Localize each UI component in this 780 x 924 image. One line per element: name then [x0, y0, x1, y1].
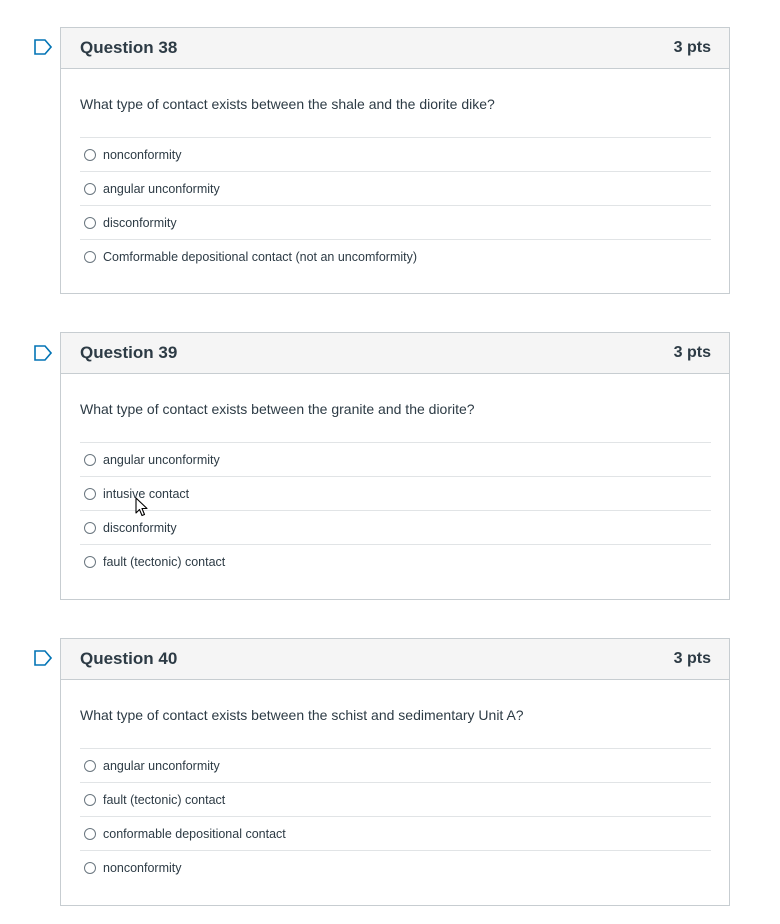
- answer-label: Comformable depositional contact (not an uncomformity): [103, 249, 418, 264]
- answer-label: fault (tectonic) contact: [103, 554, 226, 569]
- answer-label: angular unconformity: [103, 181, 220, 196]
- radio-button[interactable]: [84, 251, 96, 263]
- answer-option[interactable]: [80, 172, 711, 206]
- answer-option[interactable]: [80, 783, 711, 817]
- question-title: Question 38: [80, 38, 178, 57]
- answer-label: nonconformity: [103, 147, 182, 162]
- question-title: Question 40: [80, 649, 178, 668]
- radio-button[interactable]: [84, 794, 96, 806]
- radio-button[interactable]: [84, 760, 96, 772]
- question-title: Question 39: [80, 343, 178, 362]
- answer-label: disconformity: [103, 215, 177, 230]
- answer-option[interactable]: [80, 477, 711, 511]
- answer-option[interactable]: [80, 851, 711, 884]
- radio-button[interactable]: [84, 217, 96, 229]
- answer-label: intusive contact: [103, 486, 190, 501]
- radio-button[interactable]: [84, 556, 96, 568]
- question-body: [61, 69, 729, 285]
- flag-question-icon[interactable]: [34, 650, 52, 666]
- answer-option[interactable]: [80, 443, 711, 477]
- answer-list: [80, 137, 711, 273]
- answer-label: disconformity: [103, 520, 177, 535]
- answer-label: conformable depositional contact: [103, 826, 286, 841]
- answer-option[interactable]: [80, 240, 711, 273]
- answer-option[interactable]: [80, 817, 711, 851]
- radio-button[interactable]: [84, 488, 96, 500]
- answer-option[interactable]: [80, 511, 711, 545]
- radio-button[interactable]: [84, 522, 96, 534]
- question-body: [61, 374, 729, 590]
- question-39: [60, 332, 730, 600]
- answer-label: angular unconformity: [103, 452, 220, 467]
- answer-option[interactable]: [80, 749, 711, 783]
- radio-button[interactable]: [84, 862, 96, 874]
- radio-button[interactable]: [84, 454, 96, 466]
- question-prompt: What type of contact exists between the schist and sedimentary Unit A?: [80, 707, 524, 723]
- answer-list: [80, 442, 711, 578]
- answer-label: nonconformity: [103, 860, 182, 875]
- answer-label: angular unconformity: [103, 758, 220, 773]
- answer-option[interactable]: [80, 138, 711, 172]
- question-header: [61, 28, 729, 69]
- question-body: [61, 680, 729, 896]
- radio-button[interactable]: [84, 828, 96, 840]
- answer-option[interactable]: [80, 545, 711, 578]
- flag-question-icon[interactable]: [34, 39, 52, 55]
- question-points: 3 pts: [673, 344, 711, 361]
- question-points: 3 pts: [673, 650, 711, 667]
- question-header: [61, 639, 729, 680]
- question-header: [61, 333, 729, 374]
- flag-question-icon[interactable]: [34, 345, 52, 361]
- mouse-pointer-icon: [135, 497, 149, 517]
- question-prompt: What type of contact exists between the shale and the diorite dike?: [80, 96, 495, 112]
- radio-button[interactable]: [84, 149, 96, 161]
- answer-label: fault (tectonic) contact: [103, 792, 226, 807]
- question-prompt: What type of contact exists between the granite and the diorite?: [80, 401, 475, 417]
- question-points: 3 pts: [673, 39, 711, 56]
- question-40: [60, 638, 730, 906]
- radio-button[interactable]: [84, 183, 96, 195]
- question-38: [60, 27, 730, 294]
- answer-list: [80, 748, 711, 884]
- answer-option[interactable]: [80, 206, 711, 240]
